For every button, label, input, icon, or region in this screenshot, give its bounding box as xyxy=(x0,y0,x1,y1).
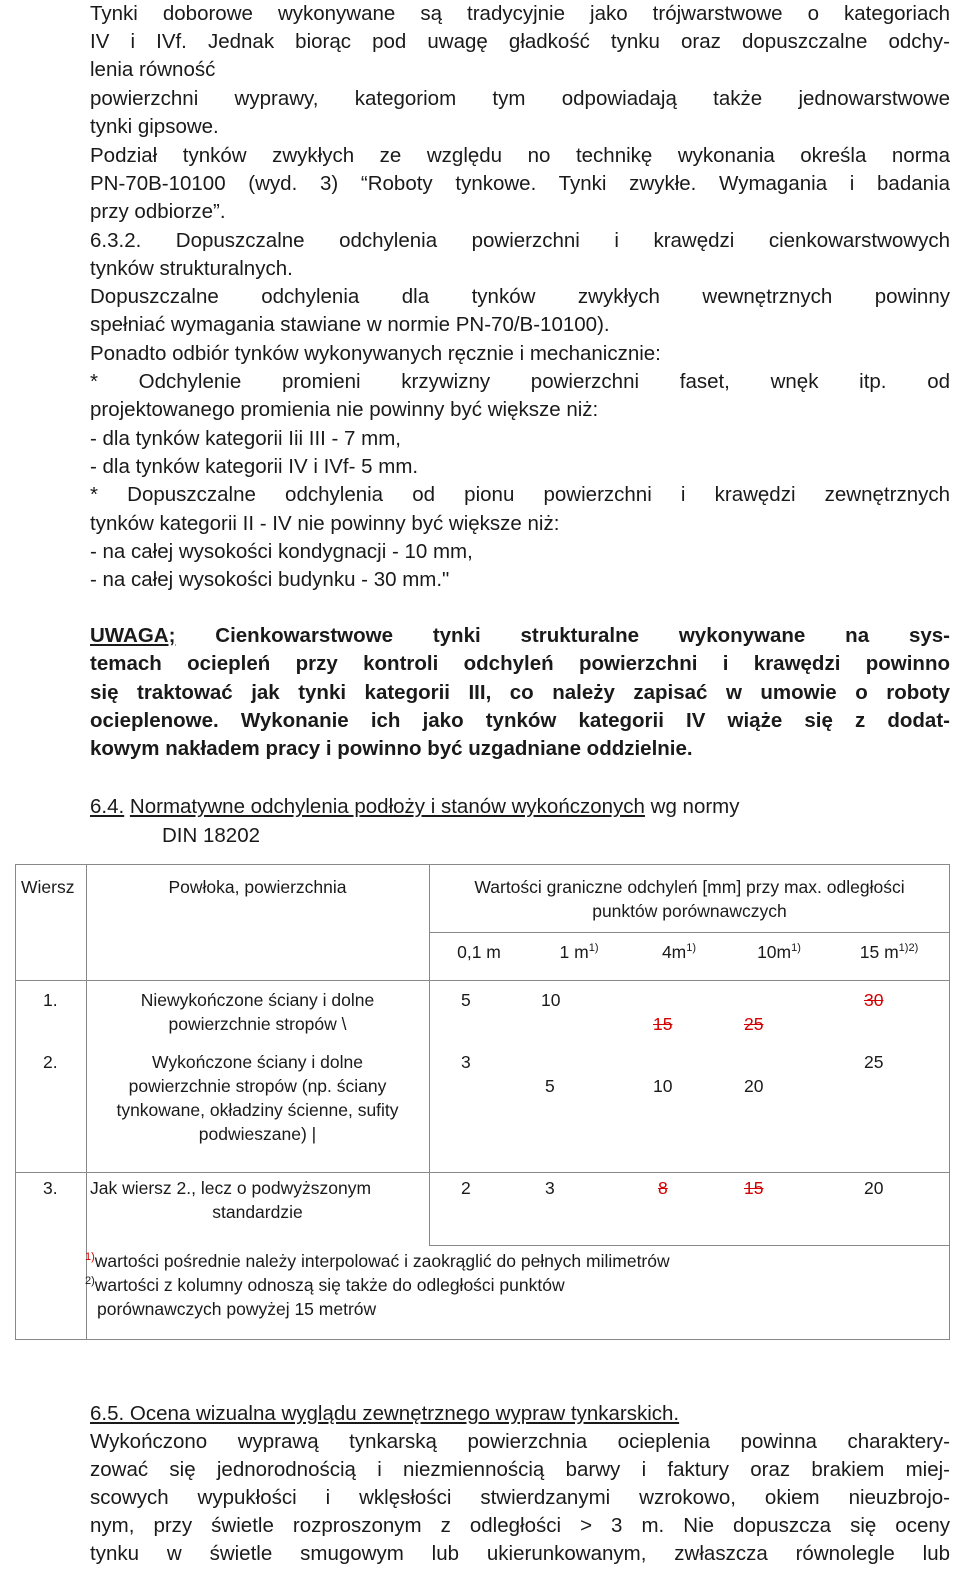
row-number: 2. xyxy=(43,1052,58,1072)
row-description: podwieszane) | xyxy=(198,1124,317,1144)
footnote-1: $^{1)}$wartości pośrednie należy interpolować i zaokrąglić do pełnych milimetrów xyxy=(85,1251,670,1271)
row-value: 3 xyxy=(545,1178,555,1198)
text-line: Wykończono wyprawą tynkarską powierzchnia ocieplenia powinna charaktery- xyxy=(90,1430,950,1453)
row-value: 10 xyxy=(541,990,561,1010)
note-line xyxy=(90,622,950,650)
text-line: zować się jednorodnością i niezmiennością barwy i faktury oraz brakiem miej- xyxy=(90,1458,950,1481)
section-title-suffix: wg normy xyxy=(644,795,740,818)
table-rule xyxy=(949,864,950,1340)
row-description: powierzchnie stropów (np. ściany xyxy=(128,1076,387,1096)
table-rule xyxy=(15,1172,950,1173)
row-description: Jak wiersz 2., lecz o podwyższonym xyxy=(90,1178,372,1198)
text-line: przy odbiorze”. xyxy=(90,200,226,223)
note-text: Cienkowarstwowe tynki strukturalne wykonywane na sys- xyxy=(215,624,950,647)
section-heading xyxy=(90,793,950,821)
text-line: 6.3.2. Dopuszczalne odchylenia powierzchni i krawędzi cienkowarstwowych xyxy=(90,229,950,252)
header-distance: 1 $m^{1)}$ xyxy=(559,942,599,962)
text-line: - dla tynków kategorii IV i IVf- 5 mm. xyxy=(90,455,419,478)
row-description: Wykończone ściany i dolne xyxy=(152,1052,363,1072)
note-line: ocieplenowe. Wykonanie ich jako tynków kategorii IV wiąże się z dodat- xyxy=(90,709,950,732)
header-distance: 0,1 m xyxy=(457,942,501,962)
row-value: 20 xyxy=(744,1076,764,1096)
row-description: tynkowane, okładziny ścienne, sufity xyxy=(116,1100,399,1120)
row-value-struck: 15 xyxy=(744,1178,764,1198)
text-line: tynków strukturalnych. xyxy=(90,257,293,280)
table-rule xyxy=(429,1245,950,1246)
header-distance: $10m^{1)}$ xyxy=(757,942,801,962)
header-wartosci-2: punktów porównawczych xyxy=(592,901,787,921)
header-wartosci: Wartości graniczne odchyleń [mm] przy max. odległości xyxy=(474,877,905,897)
text-line: * Odchylenie promieni krzywizny powierzchni faset, wnęk itp. od xyxy=(90,370,950,393)
row-description: Niewykończone ściany i dolne xyxy=(140,990,375,1010)
text-line: - na całej wysokości kondygnacji - 10 mm, xyxy=(90,540,473,563)
text-line: tynki gipsowe. xyxy=(90,115,219,138)
section-heading: 6.5. Ocena wizualna wyglądu zewnętrznego wypraw tynkarskich. xyxy=(90,1402,680,1425)
row-value-struck: 25 xyxy=(744,1014,764,1034)
header-wiersz: Wiersz xyxy=(21,877,75,897)
text-line: Ponadto odbiór tynków wykonywanych ręcznie i mechanicznie: xyxy=(90,342,661,365)
row-value-struck: 15 xyxy=(653,1014,673,1034)
text-line: tynku w świetle smugowym lub ukierunkowanym, zwłaszcza równolegle lub xyxy=(90,1542,950,1565)
row-value: 25 xyxy=(864,1052,884,1072)
text-line: - na całej wysokości budynku - 30 mm." xyxy=(90,568,450,591)
table-rule xyxy=(15,864,16,1340)
row-value-struck: 8 xyxy=(658,1178,668,1198)
header-powloka: Powłoka, powierzchnia xyxy=(168,877,347,897)
text-line: * Dopuszczalne odchylenia od pionu powierzchni i krawędzi zewnętrznych xyxy=(90,483,950,506)
row-value: 5 xyxy=(545,1076,555,1096)
row-description: standardzie xyxy=(212,1202,303,1222)
text-line: - dla tynków kategorii Iii III - 7 mm, xyxy=(90,427,402,450)
section-heading-line2: DIN 18202 xyxy=(162,824,261,847)
row-number: 1. xyxy=(43,990,58,1010)
text-line: Podział tynków zwykłych ze względu no technikę wykonania określa norma xyxy=(90,144,950,167)
text-line: IV i IVf. Jednak biorąc pod uwagę gładkość tynku oraz dopuszczalne odchy- xyxy=(90,30,950,53)
deviation-table xyxy=(15,864,950,1340)
table-rule xyxy=(15,864,950,865)
note-label: UWAGA; xyxy=(90,624,176,647)
text-line: powierzchni wyprawy, kategoriom tym odpowiadają także jednowarstwowe xyxy=(90,87,950,110)
section-title: Normatywne odchylenia podłoży i stanów wykończonych xyxy=(129,795,645,818)
table-rule xyxy=(15,980,950,981)
text-line: nym, przy świetle rozproszonym z odległości > 3 m. Nie dopuszcza się oceny xyxy=(90,1514,950,1537)
note-line: się traktować jak tynki kategorii III, co należy zapisać w umowie o roboty xyxy=(90,681,950,704)
text-line: Dopuszczalne odchylenia dla tynków zwykłych wewnętrznych powinny xyxy=(90,285,950,308)
text-line: lenia równość xyxy=(90,58,216,81)
text-line: Tynki doborowe wykonywane są tradycyjnie jako trójwarstwowe o kategoriach xyxy=(90,2,950,25)
row-value: 3 xyxy=(461,1052,471,1072)
row-number: 3. xyxy=(43,1178,58,1198)
table-rule xyxy=(429,932,950,933)
header-distance: 15 $m^{1)2)}$ xyxy=(859,942,919,962)
note-line: temach ociepleń przy kontroli odchyleń powierzchni i krawędzi powinno xyxy=(90,652,950,675)
section-number: 6.4. xyxy=(90,795,125,818)
header-distance: $4m^{1)}$ xyxy=(661,942,697,962)
note-line: kowym nakładem pracy i powinno być uzgadniane oddzielnie. xyxy=(90,737,693,760)
footnote-2-cont: porównawczych powyżej 15 metrów xyxy=(97,1299,377,1319)
text-line: spełniać wymagania stawiane w normie PN-70/B-10100). xyxy=(90,313,610,336)
row-value: 10 xyxy=(653,1076,673,1096)
row-description: powierzchnie stropów \ xyxy=(168,1014,347,1034)
row-value: 20 xyxy=(864,1178,884,1198)
row-value: 5 xyxy=(461,990,471,1010)
text-line: projektowanego promienia nie powinny być większe niż: xyxy=(90,398,599,421)
text-line: PN-70B-10100 (wyd. 3) “Roboty tynkowe. Tynki zwykłe. Wymagania i badania xyxy=(90,172,950,195)
text-line: scowych wypukłości i wklęsłości stwierdzanymi wzrokowo, okiem nieuzbrojo- xyxy=(90,1486,950,1509)
footnote-2: $^{2)}$wartości z kolumny odnoszą się także do odległości punktów xyxy=(85,1275,565,1295)
row-value: 2 xyxy=(461,1178,471,1198)
table-rule xyxy=(15,1339,950,1340)
text-line: tynków kategorii II - IV nie powinny być większe niż: xyxy=(90,512,560,535)
row-value-struck: 30 xyxy=(864,990,884,1010)
